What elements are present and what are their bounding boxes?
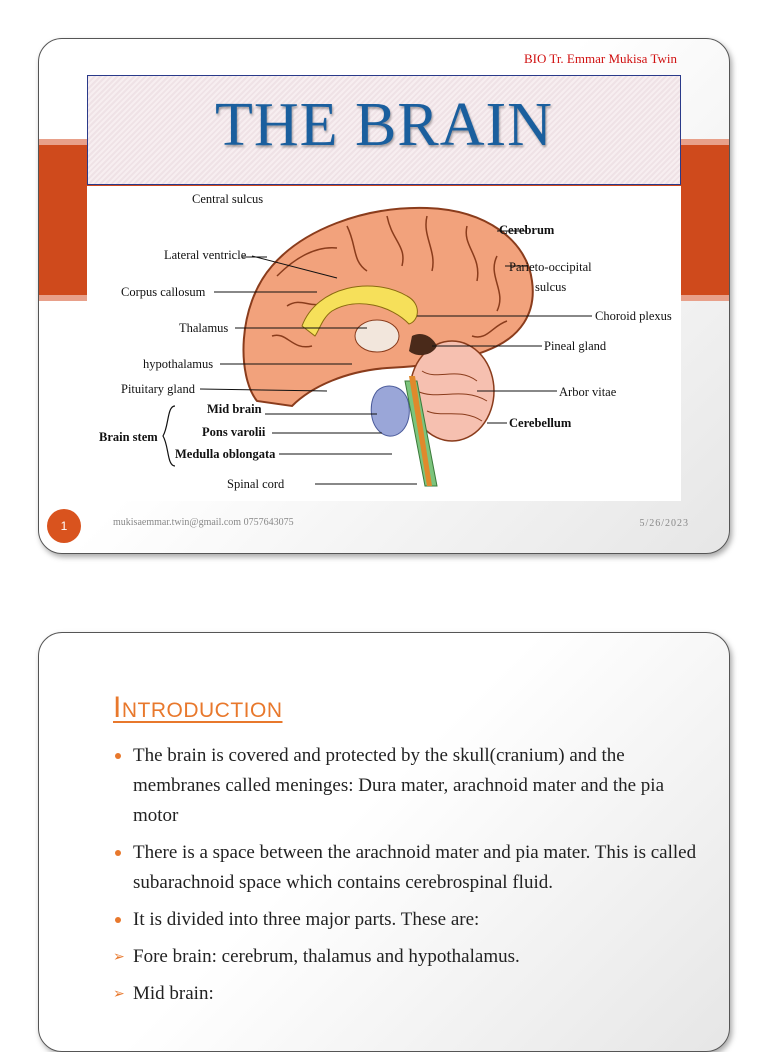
label-lateral-ventricle: Lateral ventricle bbox=[164, 248, 247, 262]
slide-2 bbox=[38, 632, 730, 1052]
slide-title: THE BRAIN bbox=[215, 91, 553, 159]
page-number-badge: 1 bbox=[47, 509, 81, 543]
arrow-bullet-item: ➢ Fore brain: cerebrum, thalamus and hypothalamus. bbox=[113, 942, 713, 972]
label-pituitary-gland: Pituitary gland bbox=[121, 382, 195, 396]
bullet-list bbox=[113, 741, 713, 1016]
label-hypothalamus: hypothalamus bbox=[143, 357, 214, 371]
brain-illustration bbox=[87, 186, 681, 501]
footer-contact: mukisaemmar.twin@gmail.com 0757643075 bbox=[113, 517, 294, 528]
section-heading: Introduction bbox=[113, 691, 283, 724]
label-spinal-cord: Spinal cord bbox=[227, 477, 285, 491]
label-medulla-oblongata: Medulla oblongata bbox=[175, 447, 276, 461]
label-thalamus: Thalamus bbox=[179, 321, 229, 335]
label-choroid-plexus: Choroid plexus bbox=[595, 309, 672, 323]
label-central-sulcus: Central sulcus bbox=[192, 192, 264, 206]
label-pons-varolii: Pons varolii bbox=[202, 425, 266, 439]
arrow-bullet-item: ➢ Mid brain: bbox=[113, 979, 713, 1009]
label-cerebellum: Cerebellum bbox=[509, 416, 572, 430]
label-parieto-occipital: Parieto-occipital bbox=[509, 260, 592, 274]
label-corpus-callosum: Corpus callosum bbox=[121, 285, 206, 299]
label-cerebrum: Cerebrum bbox=[499, 223, 555, 237]
thalamus-shape bbox=[355, 320, 399, 352]
bullet-item: The brain is covered and protected by the skull(cranium) and the membranes called meninges: Dura mater, arachnoid mater and the pia motor bbox=[113, 741, 713, 831]
label-mid-brain: Mid brain bbox=[207, 402, 262, 416]
pons-shape bbox=[371, 386, 409, 436]
bullet-item: It is divided into three major parts. These are: bbox=[113, 905, 713, 935]
title-box bbox=[87, 75, 681, 185]
bullet-item: There is a space between the arachnoid mater and pia mater. This is called subarachnoid space which contains cerebrospinal fluid. bbox=[113, 838, 713, 898]
author-label: BIO Tr. Emmar Mukisa Twin bbox=[523, 51, 677, 66]
label-arbor-vitae: Arbor vitae bbox=[559, 385, 617, 399]
label-brain-stem: Brain stem bbox=[99, 430, 158, 444]
label-pineal-gland: Pineal gland bbox=[544, 339, 607, 353]
footer-date: 5/26/2023 bbox=[639, 518, 689, 529]
brain-diagram bbox=[87, 186, 681, 501]
label-sulcus: sulcus bbox=[535, 280, 567, 294]
slide-1 bbox=[38, 38, 730, 554]
